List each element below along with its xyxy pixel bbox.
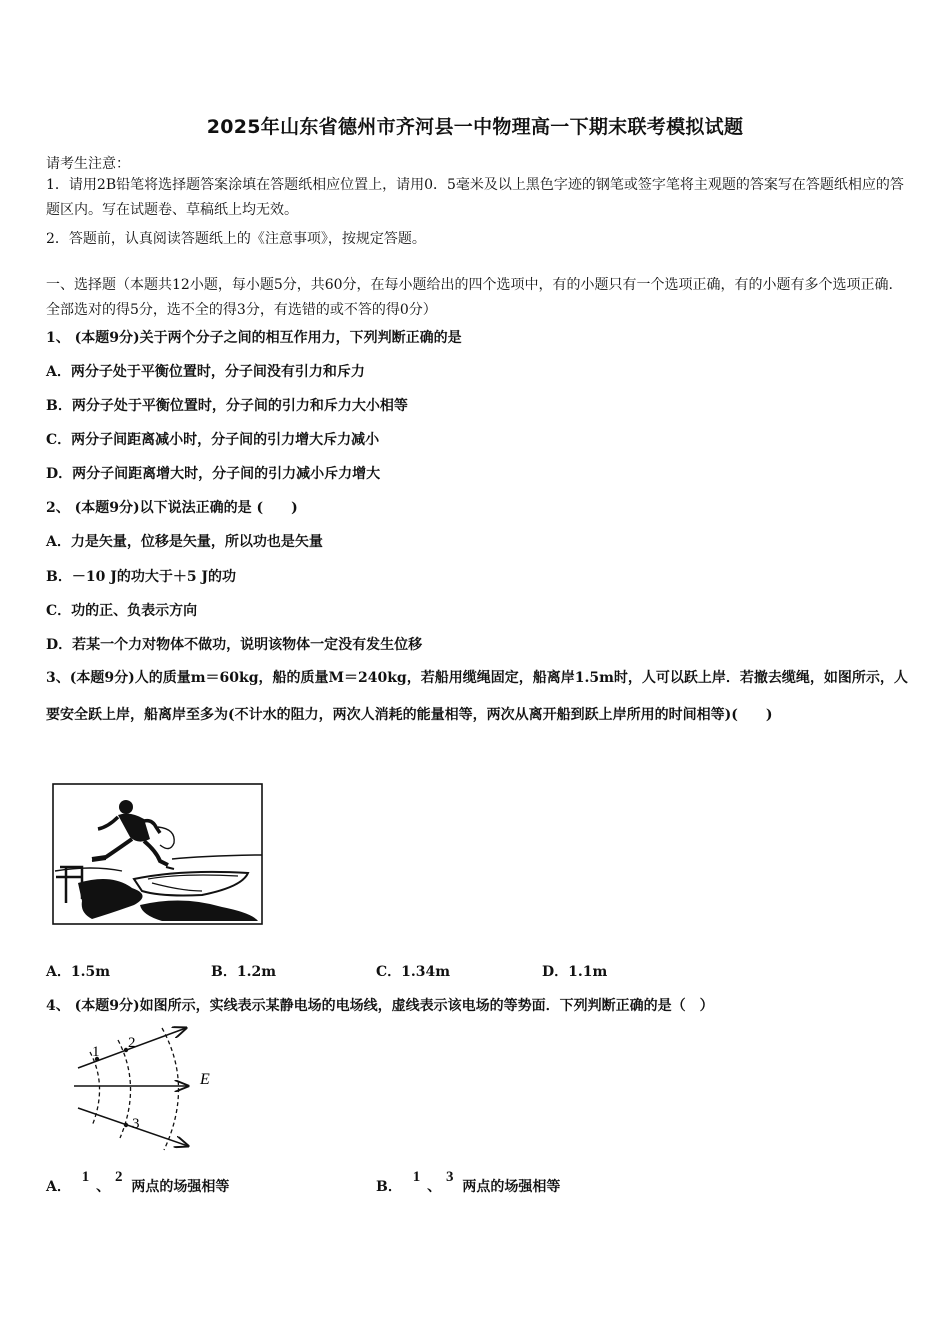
q4-electric-field-figure bbox=[70, 1022, 250, 1152]
q4-option-b bbox=[376, 1169, 561, 1196]
q1-stem: 1、 (本题9分)关于两个分子之间的相互作用力，下列判断正确的是 bbox=[46, 330, 462, 346]
notice-heading: 请考生注意： bbox=[46, 156, 130, 172]
q3-stem: 3、(本题9分)人的质量m＝60kg，船的质量M＝240kg，若船用缆绳固定，船离岸1.5m时，人可以跃上岸．若撤去缆绳，如图所示，人要安全跃上岸，船离岸至多为(不计水的阻力，两次人消耗的能量相等，两次从离开船到跃上岸所用的时间相等)( ) bbox=[46, 670, 908, 723]
q4-point-2-label: 2 bbox=[128, 1035, 136, 1051]
q1-option-a: A．两分子处于平衡位置时，分子间没有引力和斥力 bbox=[46, 364, 365, 380]
q3-boat-figure bbox=[52, 783, 264, 926]
q4-option-b-prefix: B． bbox=[376, 1179, 402, 1195]
notice-item-2: 2．答题前，认真阅读答题纸上的《注意事项》，按规定答题。 bbox=[46, 231, 426, 247]
q1-option-c: C．两分子间距离减小时，分子间的引力增大斥力减小 bbox=[46, 432, 380, 448]
q2-option-b: B．－10 J的功大于＋5 J的功 bbox=[46, 569, 237, 585]
q4-option-b-separator: 、 bbox=[427, 1179, 442, 1195]
q4-field-e-label: E bbox=[200, 1071, 210, 1088]
section-heading: 一、选择题（本题共12小题，每小题5分，共60分，在每小题给出的四个选项中，有的小题只有一个选项正确，有的小题有多个选项正确.全部选对的得5分，选不全的得3分，有选错的或不答的得0分） bbox=[46, 277, 893, 318]
q4-option-a-separator: 、 bbox=[96, 1179, 111, 1195]
notice-item-1: 1．请用2B铅笔将选择题答案涂填在答题纸相应位置上，请用0．5毫米及以上黑色字迹的钢笔或签字笔将主观题的答案写在答题纸相应的答题区内。写在试题卷、草稿纸上均无效。 bbox=[46, 177, 904, 218]
q3-option-c: C．1.34m bbox=[376, 964, 451, 980]
q2-option-d: D．若某一个力对物体不做功，说明该物体一定没有发生位移 bbox=[46, 637, 423, 653]
q3-option-d: D．1.1m bbox=[542, 964, 608, 980]
q4-option-b-point-2: 3 bbox=[445, 1169, 454, 1185]
q4-point-1-label: 1 bbox=[92, 1044, 100, 1060]
q1-option-d: D．两分子间距离增大时，分子间的引力减小斥力增大 bbox=[46, 466, 381, 482]
q4-option-b-text: 两点的场强相等 bbox=[462, 1179, 561, 1195]
q3-option-b: B．1.2m bbox=[211, 964, 277, 980]
q4-point-3-label: 3 bbox=[132, 1116, 140, 1132]
q4-stem: 4、 (本题9分)如图所示，实线表示某静电场的电场线，虚线表示该电场的等势面．下列判断正确的是（ ） bbox=[46, 998, 714, 1014]
q2-option-c: C．功的正、负表示方向 bbox=[46, 603, 198, 619]
q2-option-a: A．力是矢量，位移是矢量，所以功也是矢量 bbox=[46, 534, 323, 550]
q4-option-a-text: 两点的场强相等 bbox=[131, 1179, 230, 1195]
q4-option-b-point-1: 1 bbox=[412, 1169, 421, 1185]
page-title: 2025年山东省德州市齐河县一中物理高一下期末联考模拟试题 bbox=[206, 116, 744, 138]
q4-option-a bbox=[46, 1169, 230, 1196]
q1-option-b: B．两分子处于平衡位置时，分子间的引力和斥力大小相等 bbox=[46, 398, 408, 414]
q2-stem: 2、 (本题9分)以下说法正确的是 ( ) bbox=[46, 500, 298, 516]
q3-option-a: A．1.5m bbox=[46, 964, 111, 980]
q4-option-a-prefix: A． bbox=[46, 1179, 71, 1195]
q4-option-a-point-1: 1 bbox=[81, 1169, 90, 1185]
q4-option-a-point-2: 2 bbox=[115, 1169, 123, 1185]
